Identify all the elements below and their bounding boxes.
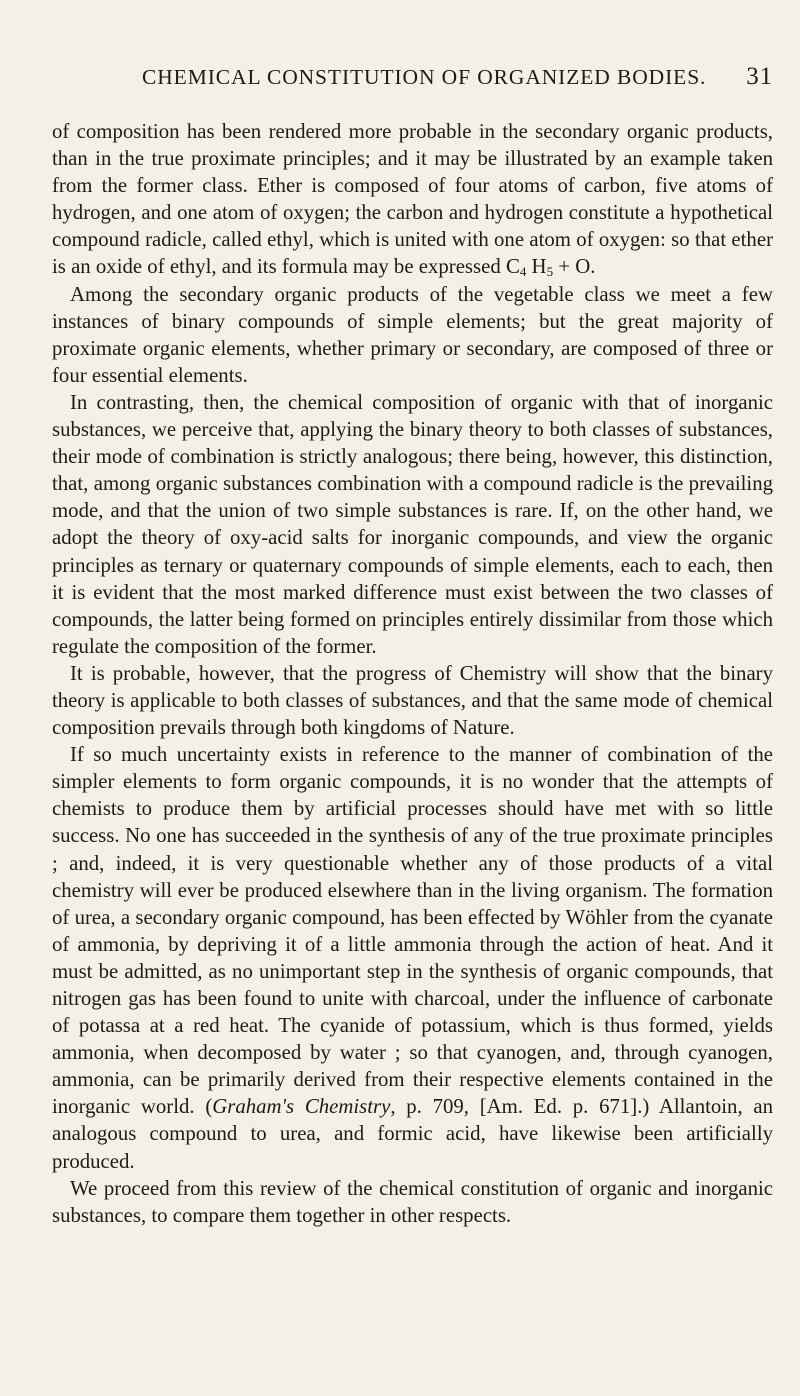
page-number: 31 [746, 63, 773, 90]
ether-formula: $C_4$ $H_5 + O$. [505, 255, 596, 280]
paragraph-binary-theory: It is probable, however, that the progress of Chemistry will show that the binary theory is applicable to both classes of substances, and that the same mode of chemical composition prevails through both kingdoms of Nature. [52, 661, 773, 740]
reference-title: Graham's Chemistry [212, 1095, 391, 1119]
body-text [52, 118, 773, 1229]
running-head [142, 62, 773, 92]
paragraph-ether-composition [52, 118, 773, 281]
running-title: CHEMICAL CONSTITUTION OF ORGANIZED BODIES. [142, 65, 707, 89]
paragraph-conclusion: We proceed from this review of the chemical constitution of organic and inorganic substances, to compare them together in other respects. [52, 1176, 773, 1227]
paragraph-contrasting-composition: In contrasting, then, the chemical composition of organic with that of inorganic substances, we perceive that, applying the binary theory to both classes of substances, their mode of combination is strictly analogous; there being, however, this distinction, that, among organic substances combination with a compound radicle is the prevailing mode, and that the union of two simple substances is rare. If, on the other hand, we adopt the theory of oxy-acid salts for inorganic compounds, and view the organic principles as ternary or quaternary compounds of simple elements, each to each, then it is evident that the most marked difference must exist between the two classes of compounds, the latter being formed on principles entirely dissimilar from those which regulate the composition of the former. [52, 390, 773, 658]
paragraph-synthesis: If so much uncertainty exists in reference to the manner of combination of the simpler elements to form organic compounds, it is no wonder that the attempts of chemists to produce them by artificial processes should have met with so little success. No one has succeeded in the synthesis of any of the true proximate principles ; and, indeed, it is very questionable whether any of those products of a vital chemistry will ever be produced elsewhere than in the living organism. The formation of urea, a secondary organic compound, has been effected by Wöhler from the cyanate of ammonia, by depriving it of a little ammonia through the action of heat. And it must be admitted, as no unimportant step in the synthesis of organic compounds, that nitrogen gas has been found to unite with charcoal, under the influence of carbonate of potassa at a red heat. The cyanide of potassium, which is thus formed, yields ammonia, when decomposed by water ; so that cyanogen, and, through cyanogen, ammonia, can be primarily derived from their respective elements contained in the inorganic world. (Graham's Chemistry, p. 709, [Am. Ed. p. 671].) Allantoin, an analogous compound to urea, and formic acid, have likewise been artificially produced. [52, 743, 773, 1173]
paragraph-binary-compounds: Among the secondary organic products of the vegetable class we meet a few instances of binary compounds of simple elements; but the great majority of proximate organic elements, whether primary or secondary, are composed of three or four essential elements. [52, 282, 773, 387]
paragraph-text: of composition has been rendered more probable in the secondary organic products, than in the true proximate principles; and it may be illustrated by an example taken from the former class. Ether is composed of four atoms of carbon, five atoms of hydrogen, and one atom of oxygen; the carbon and hydrogen constitute a hypothetical compound radicle, called ethyl, which is united with one atom of oxygen: so that ether is an oxide of ethyl, and its formula may be expressed [52, 120, 773, 279]
